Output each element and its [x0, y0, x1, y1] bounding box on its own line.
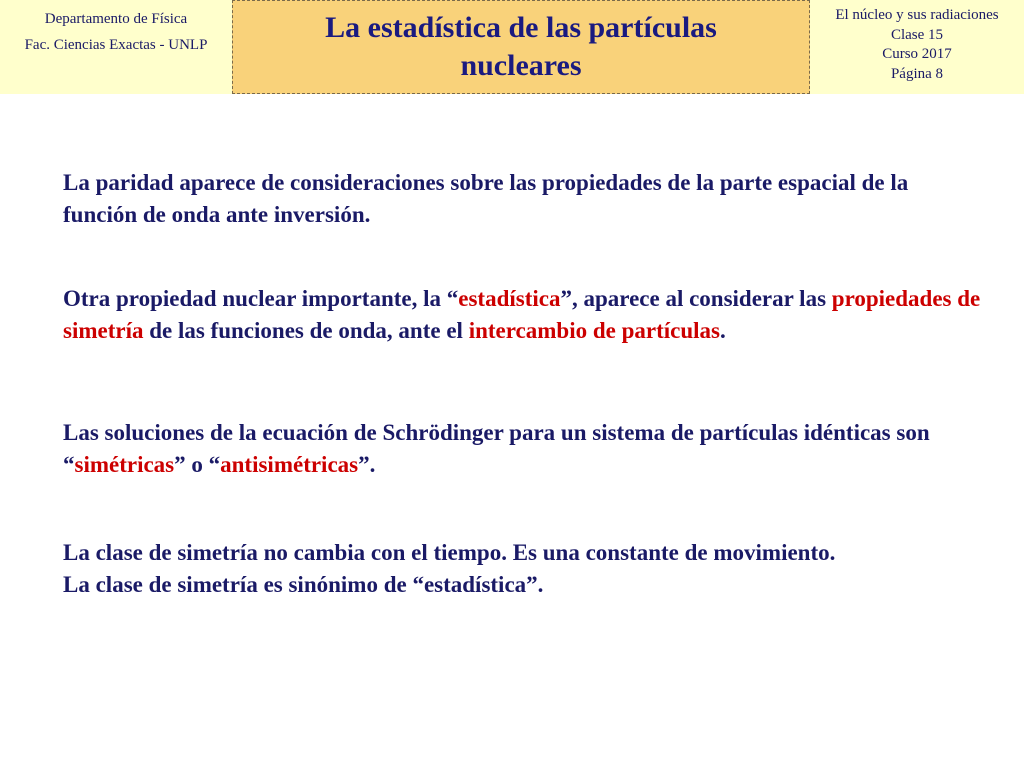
page-title: La estadística de las partículas nucleares	[325, 11, 717, 82]
paragraph-schrodinger	[63, 417, 983, 481]
symmetry-constant-text: La clase de simetría no cambia con el tiempo. Es una constante de movimiento.	[63, 540, 836, 565]
header-title-box	[232, 0, 810, 94]
text-segment: ”, aparece al considerar las	[560, 286, 832, 311]
text-segment: Otra propiedad nuclear importante, la “	[63, 286, 459, 311]
highlight-propiedades-simetria: propiedades de simetría	[63, 286, 981, 343]
paragraph-parity: La paridad aparece de consideraciones sobre las propiedades de la parte espacial de la función de onda ante inversión.	[63, 170, 909, 227]
highlight-intercambio: intercambio de partículas	[468, 318, 720, 343]
paragraph-symmetry-class	[63, 537, 983, 601]
highlight-antisimetricas: antisimétricas	[220, 452, 359, 477]
course-year: Curso 2017	[882, 46, 952, 62]
text-segment: ”.	[358, 452, 376, 477]
text-segment: .	[720, 318, 726, 343]
paragraph-statistics	[63, 283, 983, 347]
text-segment: Las soluciones de la ecuación de Schrödinger para un sistema de partículas idénticas son “	[63, 420, 930, 477]
faculty-name: Fac. Ciencias Exactas - UNLP	[24, 37, 208, 53]
course-name: El núcleo y sus radiaciones	[835, 7, 999, 23]
highlight-simetricas: simétricas	[74, 452, 175, 477]
class-number: Clase 15	[890, 26, 944, 43]
symmetry-statistics-text: La clase de simetría es sinónimo de “estadística”.	[63, 572, 544, 597]
text-segment: ” o “	[174, 452, 221, 477]
text-segment: de las funciones de onda, ante el	[143, 318, 469, 343]
department-name: Departamento de Física	[44, 11, 188, 27]
header-course-info	[810, 0, 1024, 94]
page-number: Página 8	[890, 65, 944, 82]
header-department	[0, 0, 232, 94]
highlight-estadistica: estadística	[458, 286, 561, 311]
